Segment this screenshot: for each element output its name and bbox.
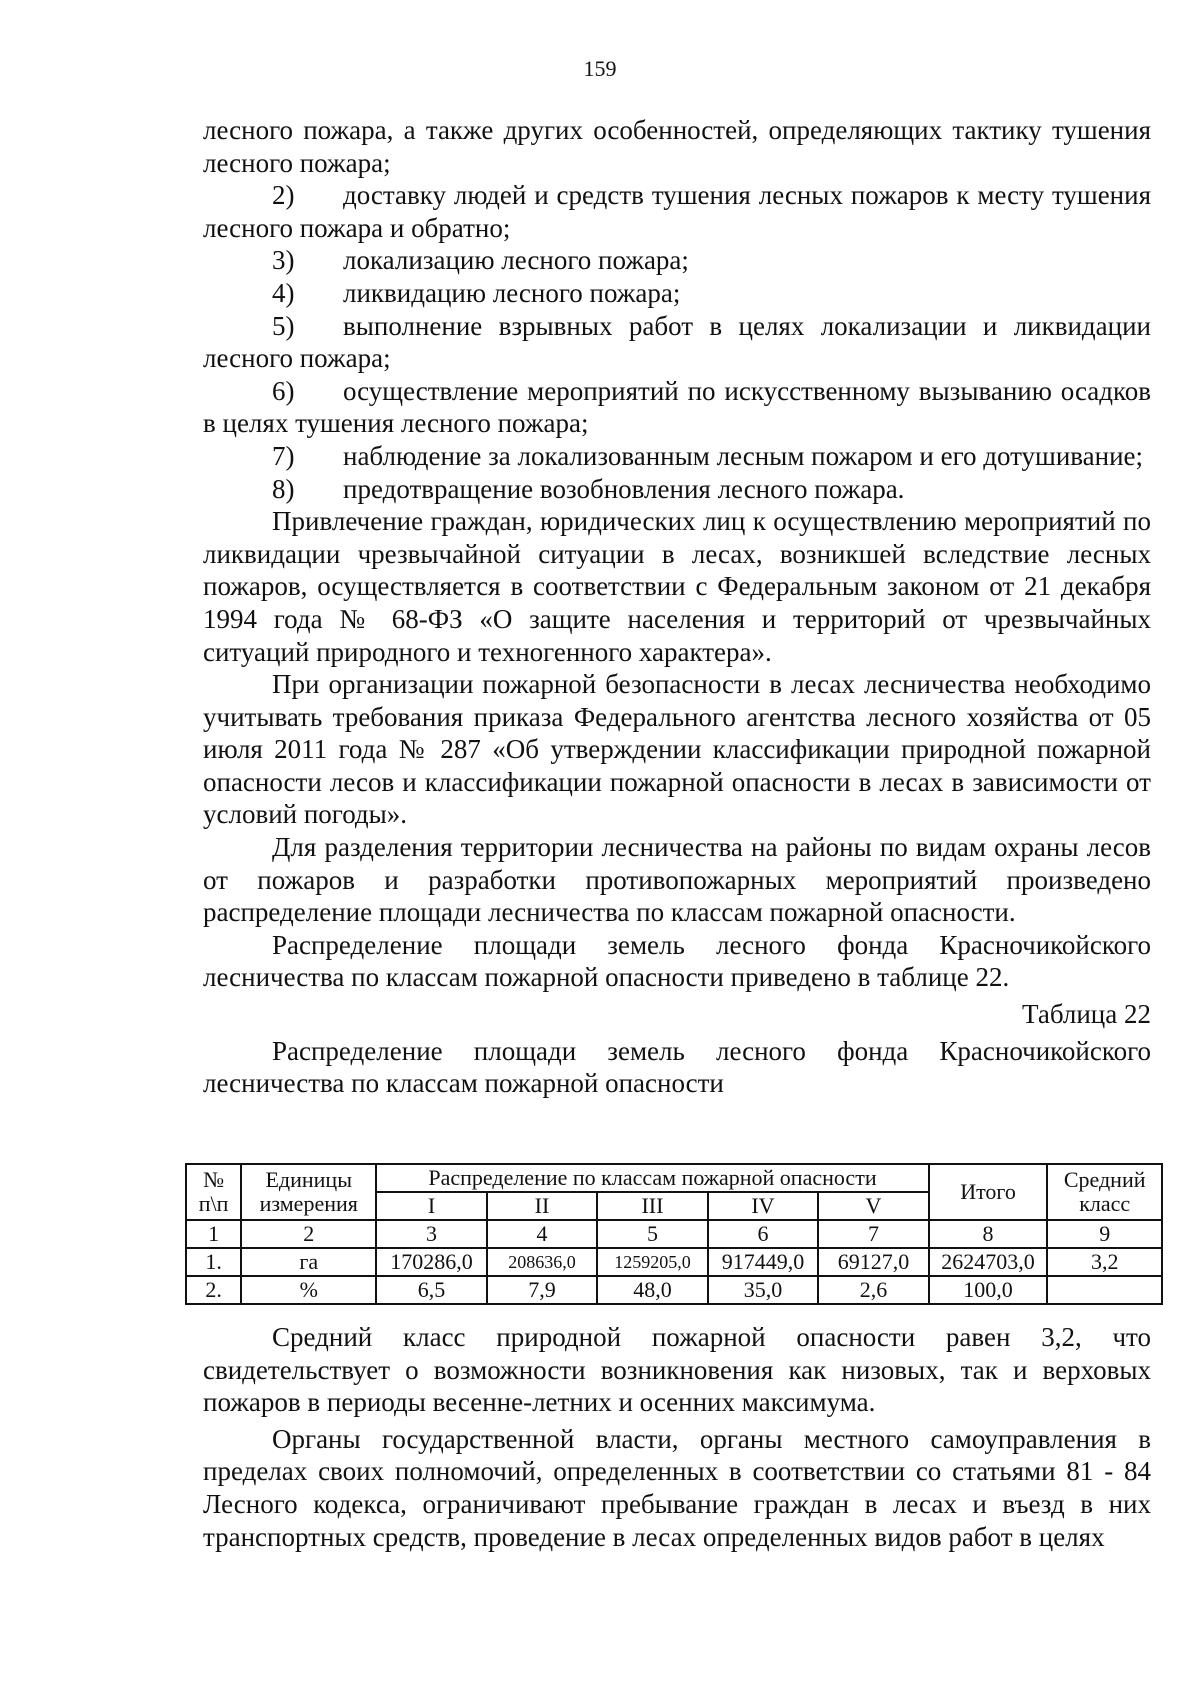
list-text: предотвращение возобновления лесного пожара. — [343, 473, 905, 504]
intro-text: лесного пожара, а также других особенностей, определяющих тактику тушения лесного пожара; — [203, 115, 1151, 178]
column-number: 1 — [186, 1220, 241, 1248]
list-text: ликвидацию лесного пожара; — [343, 277, 681, 308]
column-number: 4 — [487, 1220, 597, 1248]
paragraph: Привлечение граждан, юридических лиц к осуществлению мероприятий по ликвидации чрезвычайной ситуации в лесах, возникшей вследствие лесных пожаров, осуществляется в соответствии с Федеральным законом от 21 декабря 1994 года № 68-ФЗ «О защите населения и территорий от чрезвычайных ситуаций природного и техногенного характера». — [203, 506, 1151, 667]
list-text: локализацию лесного пожара; — [343, 245, 689, 276]
header-average: Средний класс — [1047, 1164, 1162, 1220]
conclusion-text — [203, 1321, 1151, 1553]
column-number: 7 — [818, 1220, 929, 1248]
class-header: IV — [708, 1192, 818, 1220]
header-total: Итого — [929, 1164, 1048, 1220]
table-row — [186, 1276, 1162, 1304]
list-item — [203, 310, 1151, 375]
row-num: 1. — [186, 1248, 241, 1276]
cell-value: 7,9 — [487, 1276, 597, 1304]
cell-total: 100,0 — [929, 1276, 1048, 1304]
cell-value: 1259205,0 — [597, 1248, 707, 1276]
page-number: 159 — [583, 56, 617, 81]
header-distribution: Распределение по классам пожарной опасности — [376, 1164, 928, 1192]
list-number: 3) — [272, 245, 295, 276]
list-text: доставку людей и средств тушения лесных пожаров к месту тушения лесного пожара и обратно; — [203, 180, 1151, 243]
column-number: 9 — [1047, 1220, 1162, 1248]
header-num: № п\п — [186, 1164, 241, 1220]
list-item — [203, 277, 1151, 310]
table-header-row — [186, 1164, 1162, 1192]
cell-value: 917449,0 — [708, 1248, 818, 1276]
table-row — [186, 1248, 1162, 1276]
cell-average — [1047, 1276, 1162, 1304]
class-header: II — [487, 1192, 597, 1220]
paragraph: При организации пожарной безопасности в лесах лесничества необходимо учитывать требования приказа Федерального агентства лесного хозяйства от 05 июля 2011 года № 287 «Об утверждении классификации природной пожарной опасности лесов и классификации пожарной опасности в лесах в зависимости от условий погоды». — [203, 669, 1151, 830]
cell-total: 2624703,0 — [929, 1248, 1048, 1276]
list-number: 4) — [272, 277, 295, 308]
cell-value: 2,6 — [818, 1276, 929, 1304]
list-text: наблюдение за локализованным лесным пожаром и его дотушивание; — [343, 440, 1144, 471]
paragraph: Для разделения территории лесничества на районы по видам охраны лесов от пожаров и разработки противопожарных мероприятий произведено распределение площади лесничества по классам пожарной опасности. — [203, 832, 1151, 928]
column-number: 5 — [597, 1220, 707, 1248]
list-number: 8) — [272, 473, 295, 504]
class-header: V — [818, 1192, 929, 1220]
list-item — [203, 244, 1151, 277]
cell-value: 48,0 — [597, 1276, 707, 1304]
list-number: 7) — [272, 440, 295, 471]
cell-value: 6,5 — [376, 1276, 486, 1304]
table-title: Распределение площади земель лесного фонда Красночикойского лесничества по классам пожарной опасности — [203, 1035, 1151, 1099]
cell-value: 170286,0 — [376, 1248, 486, 1276]
row-unit: га — [241, 1248, 376, 1276]
list-number: 2) — [272, 180, 295, 211]
paragraph: Распределение площади земель лесного фонда Красночикойского лесничества по классам пожарной опасности приведено в таблице 22. — [203, 929, 1151, 993]
cell-value: 208636,0 — [487, 1248, 597, 1276]
column-number: 2 — [241, 1220, 376, 1248]
column-number-row — [186, 1220, 1162, 1248]
column-number: 8 — [929, 1220, 1048, 1248]
row-num: 2. — [186, 1276, 241, 1304]
header-unit: Единицы измерения — [241, 1164, 376, 1220]
cell-average: 3,2 — [1047, 1248, 1162, 1276]
list-item — [203, 375, 1151, 440]
column-number: 6 — [708, 1220, 818, 1248]
row-unit: % — [241, 1276, 376, 1304]
list-item — [203, 440, 1151, 473]
class-header: I — [376, 1192, 486, 1220]
cell-value: 35,0 — [708, 1276, 818, 1304]
paragraph: Средний класс природной пожарной опасности равен 3,2, что свидетельствует о возможности возникновения как низовых, так и верховых пожаров в периоды весенне-летних и осенних максимума. — [203, 1322, 1151, 1418]
list-number: 5) — [272, 310, 295, 341]
list-item — [203, 179, 1151, 244]
fire-class-table — [185, 1163, 1163, 1305]
list-text: осуществление мероприятий по искусственному вызыванию осадков в целях тушения лесного пожара; — [203, 375, 1151, 439]
cell-value: 69127,0 — [818, 1248, 929, 1276]
list-item — [203, 473, 1151, 506]
class-header: III — [597, 1192, 707, 1220]
column-number: 3 — [376, 1220, 486, 1248]
list-number: 6) — [272, 375, 295, 406]
list-text: выполнение взрывных работ в целях локализации и ликвидации лесного пожара; — [203, 310, 1151, 374]
main-text — [203, 114, 1151, 1100]
table-label: Таблица 22 — [1022, 999, 1151, 1030]
paragraph: Органы государственной власти, органы местного самоуправления в пределах своих полномочий, определенных в соответствии со статьями 81 - 84 Лесного кодекса, ограничивают пребывание граждан в лесах и въезд в них транспортных средств, проведение в лесах определенных видов работ в целях — [203, 1423, 1151, 1552]
